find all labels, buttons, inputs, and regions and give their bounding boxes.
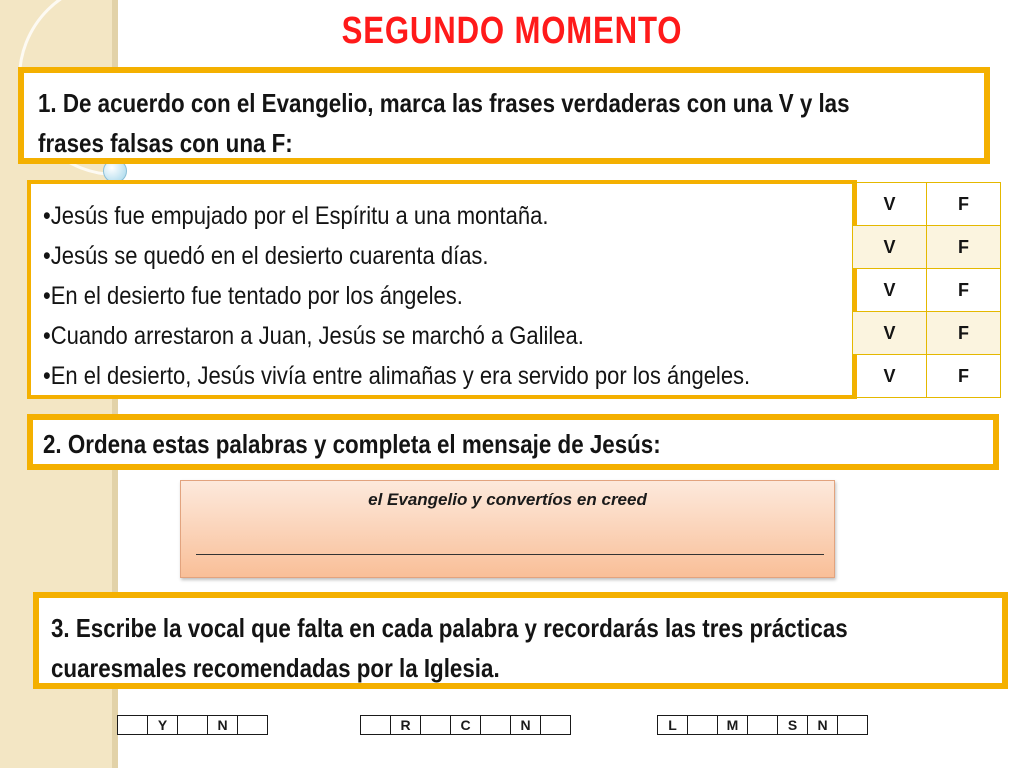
letter-cell[interactable] bbox=[118, 716, 148, 735]
true-false-table bbox=[852, 182, 1001, 398]
letter-cell[interactable] bbox=[481, 716, 511, 735]
question-3-box bbox=[33, 592, 1008, 689]
statement-3: •En el desierto fue tentado por los ángeles. bbox=[43, 282, 463, 310]
letter-cell[interactable] bbox=[421, 716, 451, 735]
letter-cell[interactable]: R bbox=[391, 716, 421, 735]
true-cell[interactable]: V bbox=[853, 355, 927, 398]
letter-cell[interactable] bbox=[748, 716, 778, 735]
false-cell[interactable]: F bbox=[927, 312, 1001, 355]
letter-cell[interactable] bbox=[838, 716, 868, 735]
false-cell[interactable]: F bbox=[927, 183, 1001, 226]
tf-row-1 bbox=[853, 183, 1001, 226]
statement-2: •Jesús se quedó en el desierto cuarenta días. bbox=[43, 242, 489, 270]
false-cell[interactable]: F bbox=[927, 355, 1001, 398]
letter-cell[interactable] bbox=[361, 716, 391, 735]
letter-cell[interactable]: Y bbox=[148, 716, 178, 735]
statements-box bbox=[27, 180, 857, 399]
question-3-line-2: cuaresmales recomendadas por la Iglesia. bbox=[51, 653, 500, 683]
question-2-box bbox=[27, 414, 999, 470]
letter-cell[interactable] bbox=[238, 716, 268, 735]
tf-row-5 bbox=[853, 355, 1001, 398]
word-grid-3 bbox=[657, 715, 868, 735]
statement-5: •En el desierto, Jesús vivía entre alimañas y era servido por los ángeles. bbox=[43, 362, 751, 390]
tf-row-4 bbox=[853, 312, 1001, 355]
letter-cell[interactable]: N bbox=[808, 716, 838, 735]
tf-row-3 bbox=[853, 269, 1001, 312]
scrambled-words: el Evangelio y convertíos en creed bbox=[368, 490, 647, 509]
letter-cell[interactable]: C bbox=[451, 716, 481, 735]
creed-answer-box bbox=[180, 480, 835, 578]
question-1-box bbox=[18, 67, 990, 164]
letter-cell[interactable]: N bbox=[208, 716, 238, 735]
false-cell[interactable]: F bbox=[927, 226, 1001, 269]
question-1-line-2: frases falsas con una F: bbox=[38, 128, 293, 158]
letter-cell[interactable] bbox=[178, 716, 208, 735]
question-1-line-1: 1. De acuerdo con el Evangelio, marca las frases verdaderas con una V y las bbox=[38, 88, 850, 118]
word-grid-1 bbox=[117, 715, 268, 735]
letter-cell[interactable]: M bbox=[718, 716, 748, 735]
letter-cell[interactable]: N bbox=[511, 716, 541, 735]
tf-row-2 bbox=[853, 226, 1001, 269]
true-cell[interactable]: V bbox=[853, 183, 927, 226]
word-grid-2 bbox=[360, 715, 571, 735]
letter-cell[interactable] bbox=[688, 716, 718, 735]
answer-line[interactable] bbox=[196, 554, 824, 555]
letter-cell[interactable]: L bbox=[658, 716, 688, 735]
statement-1: •Jesús fue empujado por el Espíritu a una montaña. bbox=[43, 202, 549, 230]
true-cell[interactable]: V bbox=[853, 312, 927, 355]
question-2-text: 2. Ordena estas palabras y completa el mensaje de Jesús: bbox=[43, 429, 661, 459]
true-cell[interactable]: V bbox=[853, 226, 927, 269]
statement-4: •Cuando arrestaron a Juan, Jesús se marchó a Galilea. bbox=[43, 322, 584, 350]
true-cell[interactable]: V bbox=[853, 269, 927, 312]
page-title: SEGUNDO MOMENTO bbox=[341, 10, 683, 52]
letter-cell[interactable] bbox=[541, 716, 571, 735]
question-3-line-1: 3. Escribe la vocal que falta en cada palabra y recordarás las tres prácticas bbox=[51, 613, 848, 643]
false-cell[interactable]: F bbox=[927, 269, 1001, 312]
letter-cell[interactable]: S bbox=[778, 716, 808, 735]
